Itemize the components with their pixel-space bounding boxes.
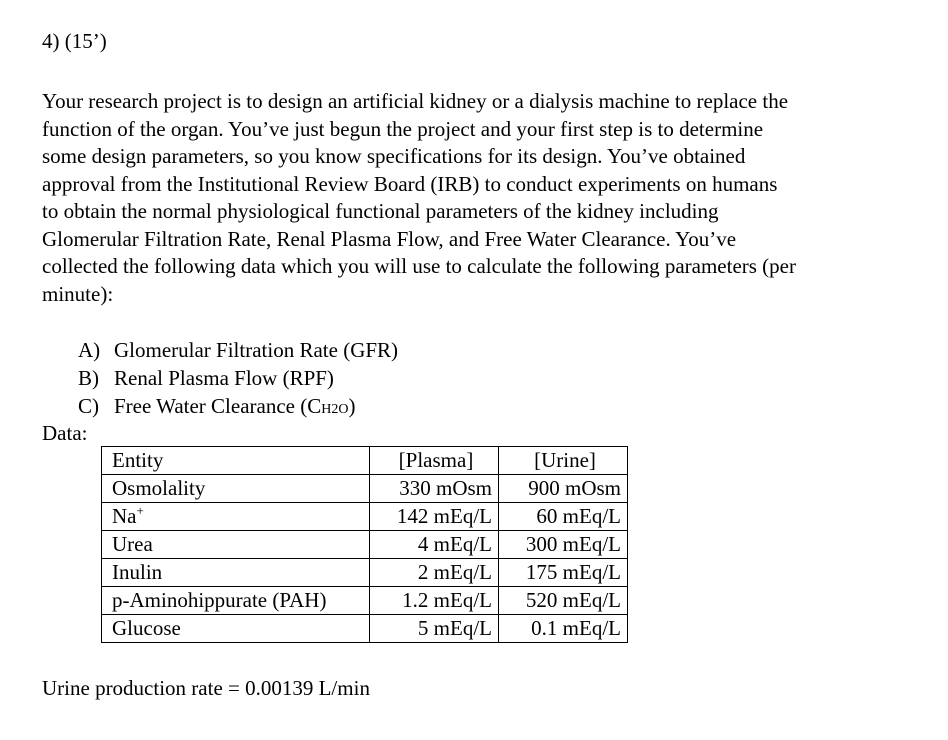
table-header-row xyxy=(102,447,628,475)
paragraph-line: collected the following data which you will use to calculate the following parameters (per xyxy=(42,254,796,278)
header-entity: Entity xyxy=(102,447,370,475)
objective-item-rpf xyxy=(78,364,398,392)
data-table xyxy=(101,446,628,643)
cell-entity: p-Aminohippurate (PAH) xyxy=(102,587,370,615)
paragraph-line: approval from the Institutional Review Board (IRB) to conduct experiments on humans xyxy=(42,171,778,196)
cell-entity: Urea xyxy=(102,531,370,559)
cell-plasma: 330 mOsm xyxy=(370,475,499,503)
cell-plasma: 142 mEq/L xyxy=(370,503,499,531)
entity-superscript: + xyxy=(136,503,144,518)
header-plasma: [Plasma] xyxy=(370,447,499,475)
objective-letter: B) xyxy=(78,366,99,390)
cell-plasma: 5 mEq/L xyxy=(370,615,499,643)
objective-text: Free Water Clearance (C xyxy=(114,394,322,418)
urine-production-rate: Urine production rate = 0.00139 L/min xyxy=(42,676,370,700)
cell-urine: 520 mEq/L xyxy=(499,587,628,615)
cell-plasma: 4 mEq/L xyxy=(370,531,499,559)
objective-subscript: H2O xyxy=(321,402,349,417)
paragraph-line: Your research project is to design an artificial kidney or a dialysis machine to replace the xyxy=(42,89,789,113)
objective-item-free-water xyxy=(78,392,398,424)
cell-entity: Osmolality xyxy=(102,475,370,503)
objective-letter: C) xyxy=(78,394,99,418)
objective-text: Renal Plasma Flow (RPF) xyxy=(114,366,334,390)
cell-plasma: 2 mEq/L xyxy=(370,559,499,587)
cell-urine: 175 mEq/L xyxy=(499,559,628,587)
objective-letter: A) xyxy=(78,338,101,362)
cell-urine: 900 mOsm xyxy=(499,475,628,503)
paragraph-line: some design parameters, so you know specifications for its design. You’ve obtained xyxy=(42,144,746,168)
cell-entity xyxy=(102,503,370,531)
cell-urine: 0.1 mEq/L xyxy=(499,615,628,643)
objective-item-gfr xyxy=(78,336,398,364)
data-label: Data: xyxy=(42,421,88,445)
table-row xyxy=(102,503,628,531)
table-row xyxy=(102,531,628,559)
paragraph-line: function of the organ. You’ve just begun the project and your first step is to determine xyxy=(42,116,764,141)
objective-text-end: ) xyxy=(348,394,356,418)
table-row xyxy=(102,615,628,643)
cell-plasma: 1.2 mEq/L xyxy=(370,587,499,615)
question-paragraph xyxy=(42,88,912,308)
entity-name: Na xyxy=(112,504,137,528)
cell-urine: 60 mEq/L xyxy=(499,503,628,531)
paragraph-line: to obtain the normal physiological functional parameters of the kidney including xyxy=(42,199,719,223)
question-number: 4) (15’) xyxy=(42,29,107,53)
cell-entity: Inulin xyxy=(102,559,370,587)
objective-text: Glomerular Filtration Rate (GFR) xyxy=(114,338,399,362)
objectives-list xyxy=(78,336,398,424)
table-row xyxy=(102,559,628,587)
paragraph-line: Glomerular Filtration Rate, Renal Plasma Flow, and Free Water Clearance. You’ve xyxy=(42,226,737,251)
cell-urine: 300 mEq/L xyxy=(499,531,628,559)
table-row xyxy=(102,587,628,615)
header-urine: [Urine] xyxy=(499,447,628,475)
paragraph-line: minute): xyxy=(42,281,114,306)
table-row xyxy=(102,475,628,503)
cell-entity: Glucose xyxy=(102,615,370,643)
